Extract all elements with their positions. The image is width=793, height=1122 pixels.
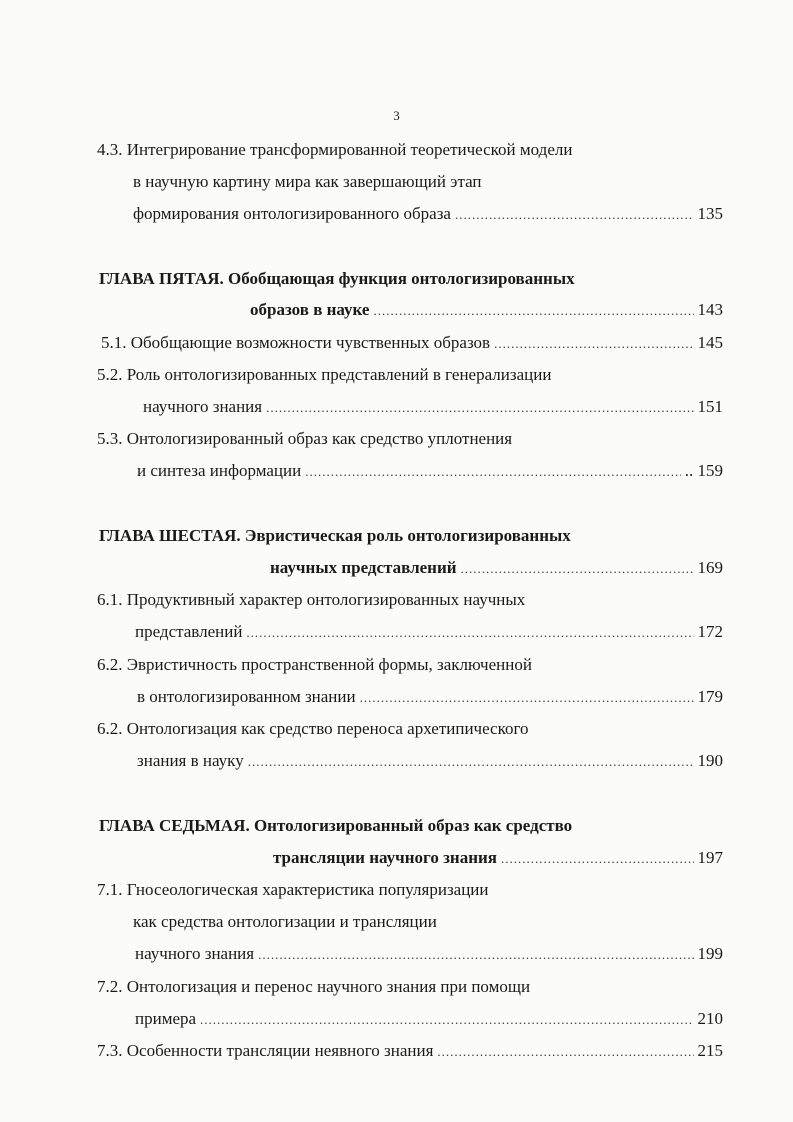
chapter-7-leader <box>273 848 723 869</box>
dot-leader <box>200 1010 693 1030</box>
toc-entry-5-3-line1: 5.3. Онтологизированный образ как средство уплотнения <box>97 429 513 448</box>
page-ref-4-3: 135 <box>697 204 723 223</box>
toc-entry-7-1-line2: как средства онтологизации и трансляции <box>133 912 437 931</box>
page-ref-5-3: .. 159 <box>684 461 723 480</box>
toc-entry-6-2-line1: 6.2. Эвристичность пространственной формы, заключенной <box>97 655 532 674</box>
dot-leader <box>501 849 694 869</box>
dot-leader <box>360 688 694 708</box>
toc-entry-6-1-line1: 6.1. Продуктивный характер онтологизированных научных <box>97 590 526 609</box>
toc-entry-5-3-leader <box>137 461 723 482</box>
page-ref-6-2: 179 <box>697 687 723 706</box>
toc-entry-4-3-line2: в научную картину мира как завершающий этап <box>133 172 482 191</box>
toc-entry-7-2-leader <box>135 1009 723 1030</box>
toc-entry-7-3 <box>97 1041 723 1062</box>
dot-leader <box>455 205 694 225</box>
page-ref-5-2: 151 <box>697 397 723 416</box>
toc-entry-5-2-line1: 5.2. Роль онтологизированных представлений в генерализации <box>97 365 552 384</box>
toc-entry-5-1 <box>101 333 723 354</box>
toc-entry-4-3-line3: формирования онтологизированного образа <box>133 204 451 223</box>
toc-entry-5-1-text: 5.1. Обобщающие возможности чувственных образов <box>101 333 491 352</box>
toc-entry-7-1-leader <box>135 944 723 965</box>
page-ref-6-1: 172 <box>697 622 723 641</box>
toc-entry-6-1-line2: представлений <box>135 622 243 641</box>
chapter-5-title: ГЛАВА ПЯТАЯ. Обобщающая функция онтологизированных <box>99 269 575 288</box>
toc-entry-7-2-line1: 7.2. Онтологизация и перенос научного знания при помощи <box>97 977 531 996</box>
dot-leader <box>437 1042 693 1062</box>
toc-entry-6-1-leader <box>135 622 723 643</box>
dot-leader <box>305 462 681 482</box>
dot-leader <box>246 623 693 643</box>
page-ref-7-1: 199 <box>697 944 723 963</box>
toc-entry-7-3-text: 7.3. Особенности трансляции неявного знания <box>97 1041 434 1060</box>
chapter-6-title: ГЛАВА ШЕСТАЯ. Эвристическая роль онтологизированных <box>99 526 571 545</box>
chapter-6-leader <box>270 558 723 579</box>
toc-entry-4-3-line1: 4.3. Интегрирование трансформированной теоретической модели <box>97 140 573 159</box>
page-ref-ch5: 143 <box>697 300 723 319</box>
chapter-7-title: ГЛАВА СЕДЬМАЯ. Онтологизированный образ как средство <box>99 816 573 835</box>
toc-entry-4-3-leader <box>133 204 723 225</box>
toc-entry-6-3-leader <box>137 751 723 772</box>
toc-entry-7-1-line3: научного знания <box>135 944 255 963</box>
chapter-7-title-line2: трансляции научного знания <box>273 848 497 867</box>
chapter-5-title-line2: образов в науке <box>250 300 370 319</box>
chapter-5-leader <box>250 300 723 321</box>
page-ref-7-3: 215 <box>697 1041 723 1060</box>
dot-leader <box>461 559 694 579</box>
page-ref-6-3: 190 <box>697 751 723 770</box>
toc-entry-7-2-line2: примера <box>135 1009 197 1028</box>
toc-entry-6-3-line2: знания в науку <box>137 751 244 770</box>
dot-leader <box>258 945 693 965</box>
dot-leader <box>266 398 693 418</box>
page-ref-ch6: 169 <box>697 558 723 577</box>
page-ref-5-1: 145 <box>697 333 723 352</box>
toc-entry-6-2-leader <box>137 687 723 708</box>
chapter-6-title-line2: научных представлений <box>270 558 457 577</box>
toc-entry-5-3-line2: и синтеза информации <box>137 461 302 480</box>
dot-leader <box>248 752 694 772</box>
toc-entry-6-2-line2: в онтологизированном знании <box>137 687 356 706</box>
dot-leader <box>494 334 693 354</box>
toc-entry-5-2-leader <box>143 397 723 418</box>
page-number: 3 <box>393 108 400 123</box>
page-ref-ch7: 197 <box>697 848 723 867</box>
toc-entry-6-3-line1: 6.2. Онтологизация как средство переноса архетипического <box>97 719 529 738</box>
toc-entry-7-1-line1: 7.1. Гносеологическая характеристика популяризации <box>97 880 489 899</box>
toc-entry-5-2-line2: научного знания <box>143 397 263 416</box>
page-ref-7-2: 210 <box>697 1009 723 1028</box>
dot-leader <box>373 301 693 321</box>
